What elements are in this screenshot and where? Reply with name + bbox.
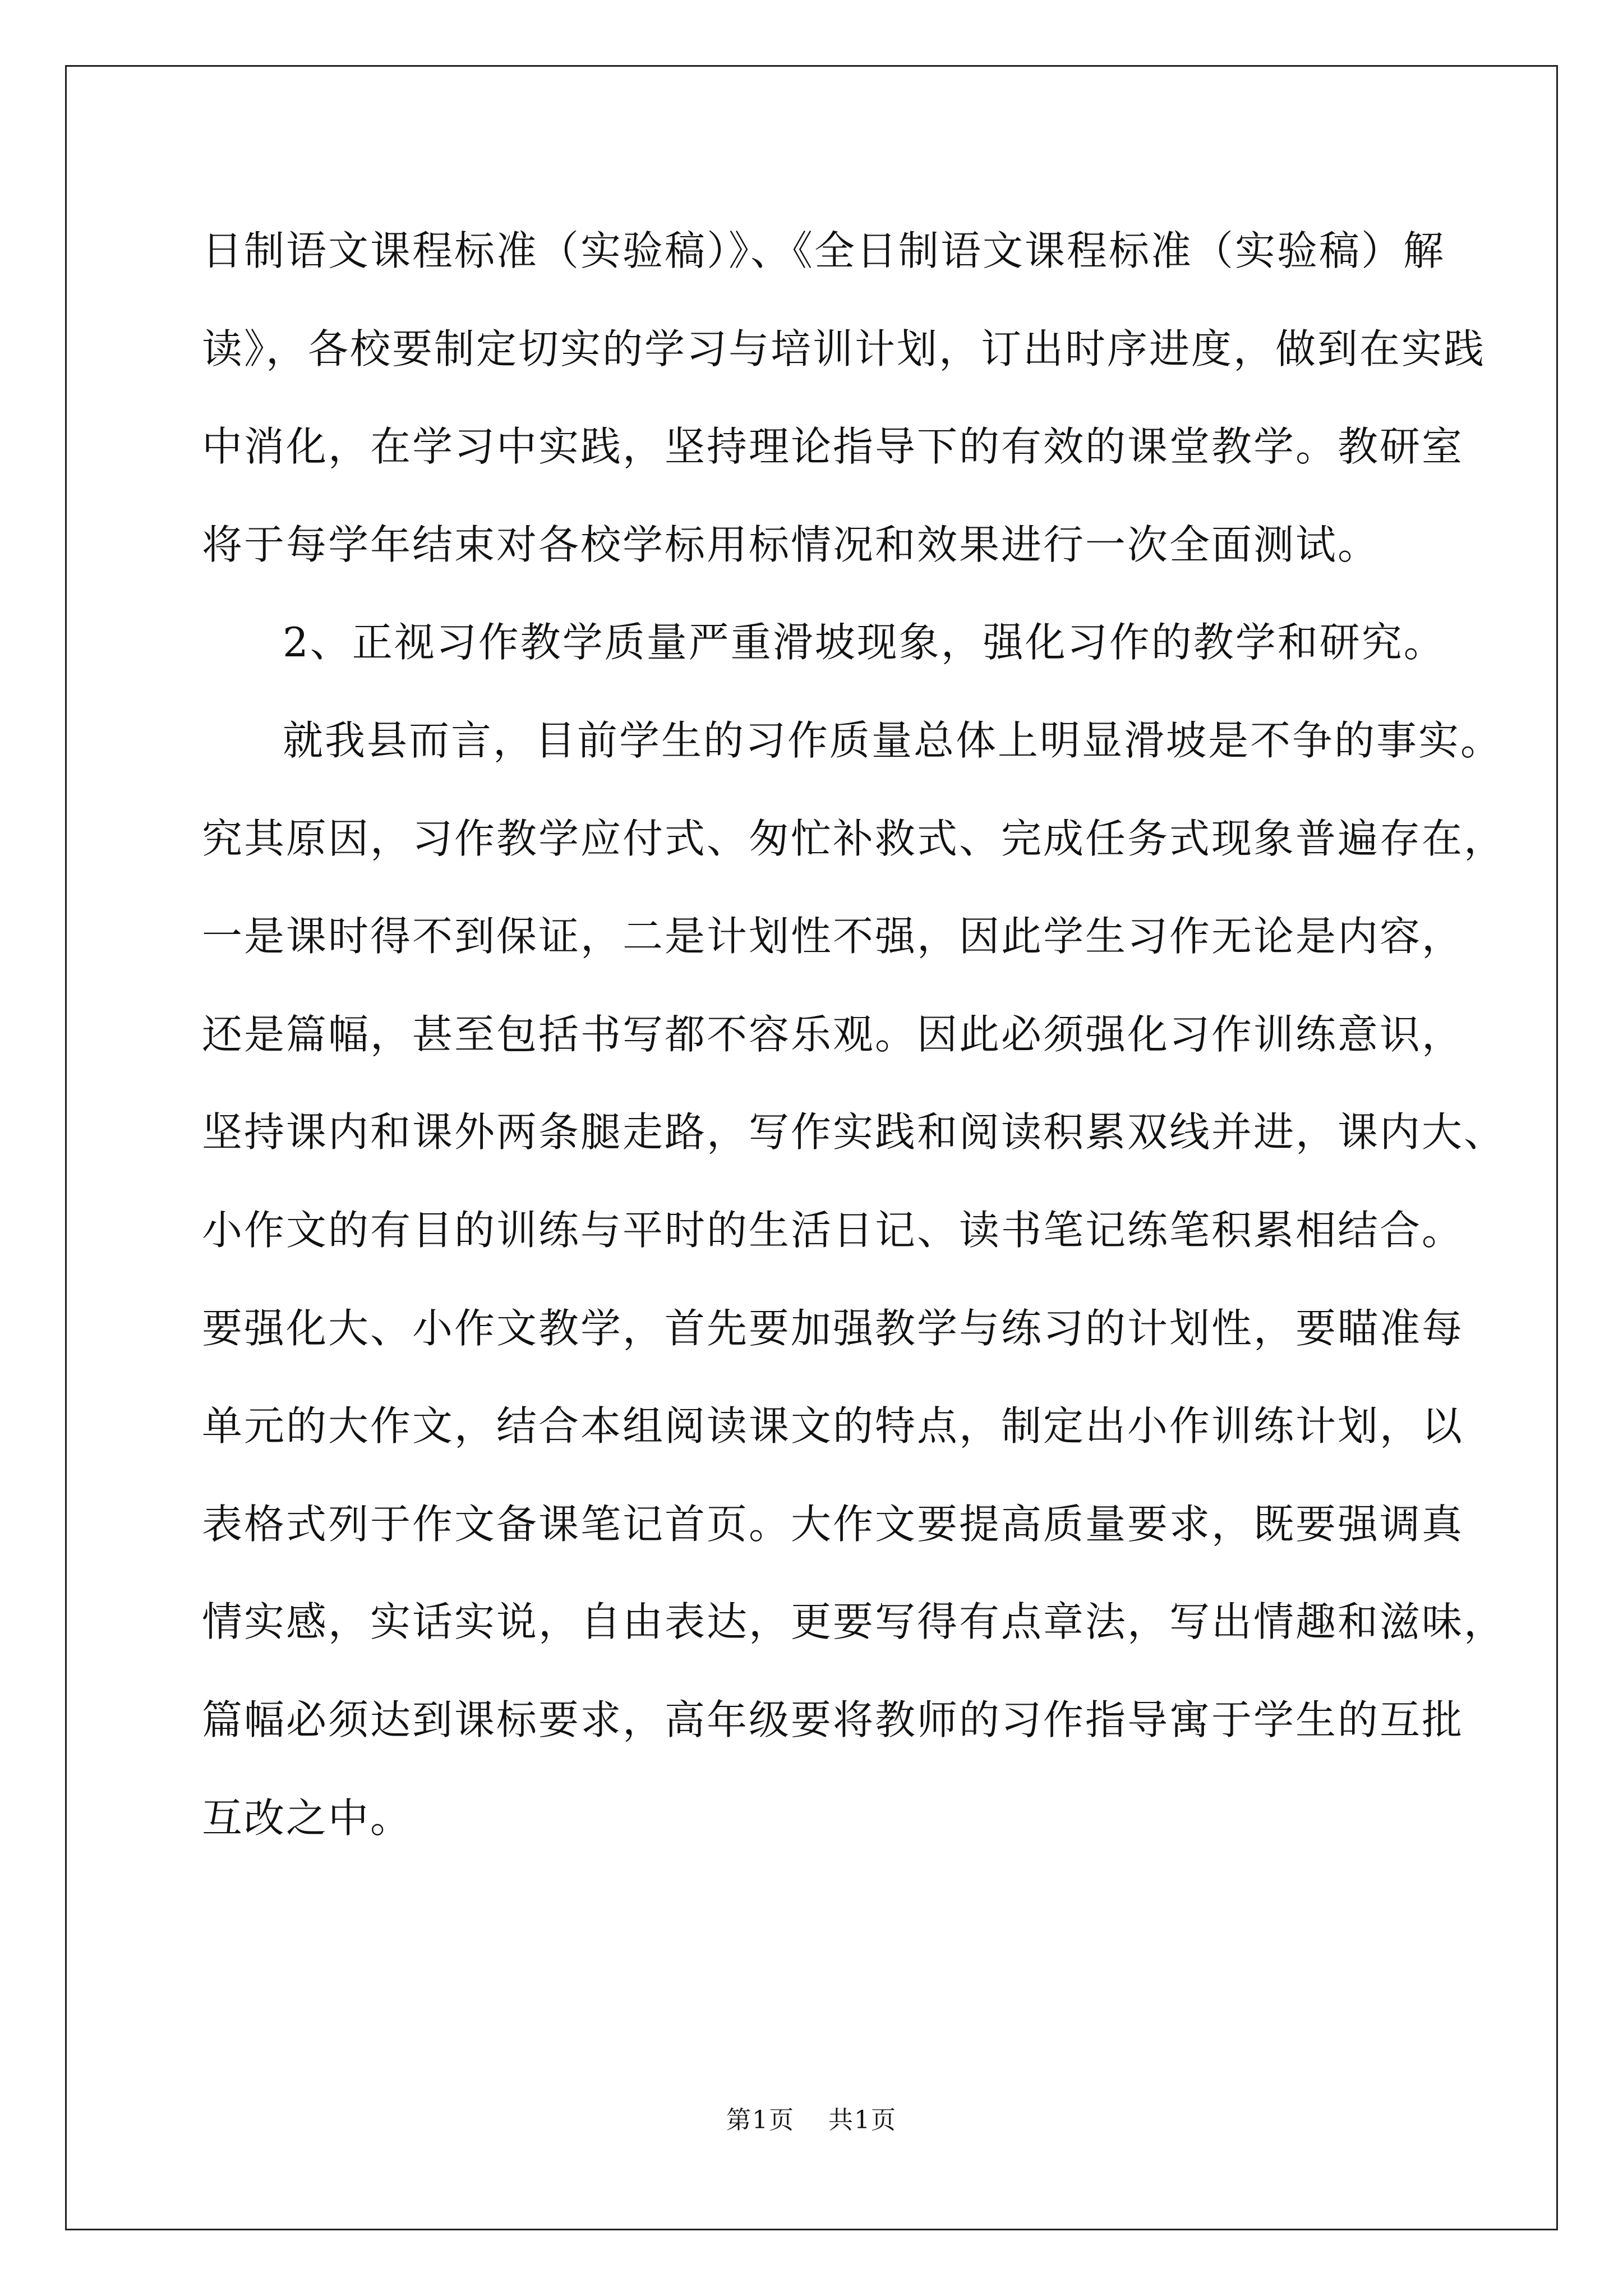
text-line: 互改之中。 [202,1794,413,1842]
text-line: 单元的大作文，结合本组阅读课文的特点，制定出小作训练计划，以 [202,1402,1464,1450]
page-number-current: 第1页 [726,2106,795,2134]
text-line: 要强化大、小作文教学，首先要加强教学与练习的计划性，要瞄准每 [202,1304,1464,1352]
text-line: 究其原因，习作教学应付式、匆忙补救式、完成任务式现象普遍存在， [202,815,1506,862]
text-line: 还是篇幅，甚至包括书写都不容乐观。因此必须强化习作训练意识， [202,1010,1464,1058]
text-line: 一是课时得不到保证，二是计划性不强，因此学生习作无论是内容， [202,913,1464,960]
text-line: 中消化，在学习中实践，坚持理论指导下的有效的课堂教学。教研室 [202,423,1464,471]
text-line: 情实感，实话实说，自由表达，更要写得有点章法，写出情趣和滋味， [202,1598,1506,1646]
text-line: 将于每学年结束对各校学标用标情况和效果进行一次全面测试。 [202,521,1380,568]
text-line: 小作文的有目的训练与平时的生活日记、读书笔记练笔积累相结合。 [202,1206,1464,1254]
document-body [202,202,1506,1867]
page-footer [0,2104,1623,2137]
text-line: 坚持课内和课外两条腿走路，写作实践和阅读积累双线并进，课内大、 [202,1108,1506,1156]
text-line: 读》，各校要制定切实的学习与培训计划，订出时序进度，做到在实践 [202,325,1486,372]
text-line: 2、正视习作教学质量严重滑坡现象，强化习作的教学和研究。 [283,619,1446,666]
text-line: 篇幅必须达到课标要求，高年级要将教师的习作指导寓于学生的互批 [202,1696,1464,1743]
text-line: 日制语文课程标准（实验稿）》、《全日制语文课程标准（实验稿）解 [202,227,1446,274]
page-number-total: 共1页 [828,2106,897,2134]
text-line: 就我县而言，目前学生的习作质量总体上明显滑坡是不争的事实。 [283,716,1503,764]
text-line: 表格式列于作文备课笔记首页。大作文要提高质量要求，既要强调真 [202,1500,1464,1548]
